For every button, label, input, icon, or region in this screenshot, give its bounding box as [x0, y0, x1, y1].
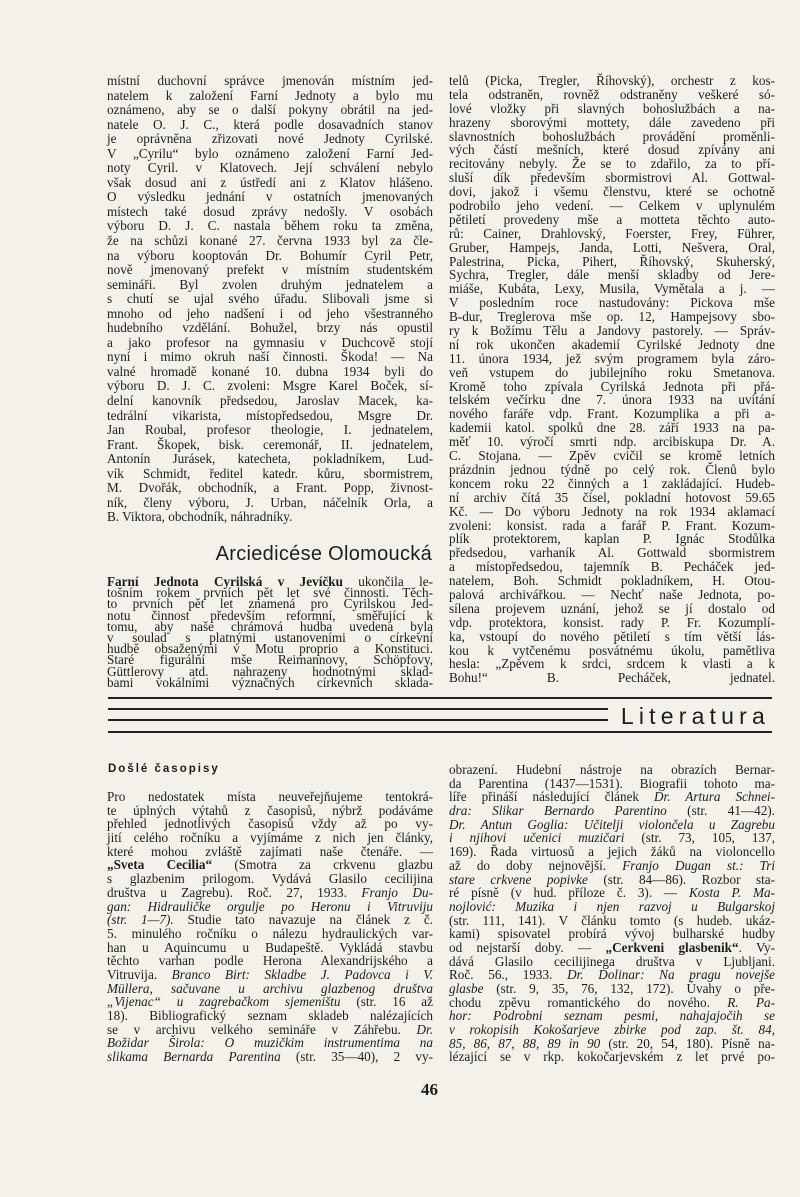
- text-line: [449, 268, 775, 282]
- text-segment: valné hromadě konané 10. dubna 1934 byli do: [107, 363, 433, 379]
- text-segment: plík protektorem, kaplan P. Ignác Stodůlka: [449, 531, 775, 547]
- text-line: [107, 927, 433, 941]
- text-segment: veň vstupem do jubilejního roku Smetanova.: [449, 364, 775, 380]
- text-line: [107, 263, 433, 278]
- text-segment: je oprávněna zřizovati nové Jednoty Cyrilské.: [107, 131, 433, 147]
- text-segment: miáše, Kubáta, Lexy, Musila, Vymětala a j. —: [449, 281, 775, 297]
- text-segment: Müllera, sačuvane u archivu glazbenog društva: [107, 980, 433, 996]
- text-line: [449, 157, 775, 171]
- text-segment: nyní i mimo okruh naší činnosti. Škoda! — Na: [107, 349, 433, 365]
- text-line: [107, 790, 433, 804]
- text-segment: lézající se v rkp. kokočarjevském z let prvé po-: [449, 1049, 775, 1065]
- text-line: [107, 219, 433, 234]
- text-segment: Franjo Du-: [361, 884, 433, 900]
- literature-title: Literatura: [620, 703, 770, 729]
- text-segment: chodu zpěvu romantického do nového.: [449, 994, 728, 1010]
- text-line: [449, 241, 775, 255]
- text-line: [449, 955, 775, 969]
- text-segment: Sychra, Tregler, dále menší skladby od Jere-: [449, 267, 775, 283]
- text-segment: s chutí se ujal svého úřadu. Slibovali jsme si: [107, 291, 433, 307]
- text-line: [449, 1023, 775, 1037]
- text-line: [449, 763, 775, 777]
- text-segment: (str. 35—40), 2 vy-: [280, 1049, 433, 1065]
- text-line: [449, 616, 775, 630]
- text-line: [449, 88, 775, 102]
- text-segment: přehled jednotlivých časopisů vždy až po vy-: [107, 816, 433, 832]
- text-line: [449, 519, 775, 533]
- text-segment: nově jmenovaný prefekt v místním studentském: [107, 262, 433, 278]
- text-segment: Božidar Širola: O muzičkim instrumentima na: [107, 1035, 433, 1051]
- text-line: [449, 644, 775, 658]
- text-segment: předsedou, varhaník Al. Gottwald sbormistrem: [449, 545, 775, 561]
- text-segment: oznámeno, aby se o další pokyny obrátil na jed-: [107, 102, 433, 118]
- text-segment: 11. února 1934, jež svým programem byla záro-: [449, 350, 775, 366]
- text-segment: M. Dvořák, obchodník, a Frant. Popp, živnost-: [107, 480, 433, 496]
- text-segment: místní duchovní správce jmenován místním jed-: [107, 73, 433, 88]
- text-line: [449, 366, 775, 380]
- text-line: [449, 74, 775, 88]
- text-line: [449, 255, 775, 269]
- text-line: [449, 199, 775, 213]
- text-segment: rů: Cainer, Drahlovský, Foerster, Frey, Führer,: [449, 225, 775, 241]
- text-segment: a místopředsedou, tajemník B. Pecháček jed-: [449, 559, 775, 575]
- text-line: [107, 394, 433, 409]
- text-segment: ry k Božímu Tělu a Jandovy pastorely. — Správ-: [449, 323, 775, 339]
- text-segment: kami) spisovatel probírá vývoj bulharské hudby: [449, 926, 775, 942]
- text-segment: jití celého ročníku a vyjímáme z nich jen články,: [107, 830, 433, 846]
- text-line: [449, 927, 775, 941]
- text-line: [449, 407, 775, 421]
- text-segment: Pro nedostatek místa neuveřejňujeme tentokrá-: [107, 789, 433, 804]
- text-line: [449, 671, 775, 685]
- text-segment: Studie tato navazuje na článek z č.: [173, 912, 433, 928]
- text-segment: R. Pa-: [727, 994, 775, 1010]
- text-line: [449, 588, 775, 602]
- text-line: [107, 804, 433, 818]
- text-segment: V „Cyrilu“ bylo oznámeno založení Farní Jed-: [107, 145, 433, 161]
- text-line: [449, 143, 775, 157]
- text-line: [449, 968, 775, 982]
- text-segment: Güttlerovy atd. nahrazeny hodnotnými sklad-: [107, 663, 433, 679]
- text-segment: hudebního vzdělání. Bohužel, brzy nás opustil: [107, 320, 433, 336]
- text-segment: recitovány nebyly. Že se to zdařilo, za to pří-: [449, 156, 775, 172]
- divider-rule: [108, 708, 608, 710]
- text-segment: glasbe: [449, 981, 484, 996]
- text-line: [449, 831, 775, 845]
- text-segment: semináři. Byl zvolen druhým jednatelem a: [107, 276, 433, 292]
- text-segment: telském večírku dne 7. února 1933 na uvítání: [449, 392, 775, 408]
- text-segment: v rokopisih Kokošarjeve zbirke pod zap. št. 84,: [449, 1022, 775, 1038]
- text-segment: (str. 16 až: [340, 994, 434, 1010]
- text-line: [107, 941, 433, 955]
- text-line: [449, 1050, 775, 1064]
- text-line: [449, 914, 775, 928]
- column-right-top: [449, 74, 775, 685]
- text-line: [107, 913, 433, 927]
- text-line: [449, 859, 775, 873]
- text-line: [449, 790, 775, 804]
- text-segment: na výboru kooptován Dr. Bohumír Cyril Petr,: [107, 247, 433, 263]
- text-line: [107, 234, 433, 249]
- text-line: [107, 858, 433, 872]
- text-line: [107, 147, 433, 162]
- text-segment: 169). Řada virtuosů a jejich žáků na violoncello: [449, 844, 775, 860]
- text-segment: Dr. Dolinar: Na pragu novejše: [567, 967, 775, 983]
- text-segment: vík Schmidt, ředitel katedr. kůru, sbormistrem,: [107, 465, 433, 481]
- text-line: [107, 103, 433, 118]
- text-segment: slavnostních bohoslužbách provádění proměnli-: [449, 128, 775, 144]
- text-line: [107, 467, 433, 482]
- text-segment: te úplných výtahů z časopisů, nýbrž podáváme: [107, 802, 433, 818]
- text-segment: Kromě toho zpívala Cyrilská Jednota při přá-: [449, 378, 775, 394]
- text-line: [107, 1023, 433, 1037]
- text-line: [449, 818, 775, 832]
- text-line: [449, 102, 775, 116]
- text-segment: tomu, aby naše chrámová hudba uvedena byla: [107, 618, 433, 634]
- text-line: [107, 74, 433, 89]
- text-segment: 18). Bibliografický seznam skladeb nalézajících: [107, 1008, 433, 1023]
- column-right-bottom: [449, 763, 775, 1064]
- text-line: [107, 379, 433, 394]
- text-segment: Dr.: [416, 1021, 433, 1037]
- text-line: [449, 1009, 775, 1023]
- text-segment: gan: Hidrauličke orgulje po Heronu i Vitruviju: [107, 898, 433, 914]
- text-segment: však dosud ani z ústředí ani z Klatov hlášeno.: [107, 174, 433, 190]
- text-line: [107, 452, 433, 467]
- text-segment: Roč. 56., 1933.: [449, 967, 568, 983]
- text-segment: Antonín Jurásek, katecheta, pokladníkem, Lud-: [107, 451, 433, 467]
- text-segment: [488, 670, 547, 685]
- text-line: [449, 845, 775, 859]
- text-segment: natelem, Boh. Schmidt pokladníkem, H. Otou-: [449, 573, 775, 589]
- text-segment: že na schůzi konané 27. června 1933 byl za čle-: [107, 233, 433, 249]
- text-line: [107, 292, 433, 307]
- text-line: [449, 900, 775, 914]
- text-segment: Branco Birt: Skladbe J. Padovca i V.: [171, 966, 434, 982]
- text-segment: vdp. protektora, konsist. rady P. Fr. Kozumplí-: [449, 614, 775, 630]
- text-line: [449, 873, 775, 887]
- text-segment: těchto varhan podle Herona Alexandrijského a: [107, 953, 433, 969]
- text-segment: telů (Picka, Tregler, Říhovský), orchestr z kos-: [449, 73, 775, 88]
- text-segment: i njihovi učenici muzičari: [449, 830, 625, 846]
- text-line: [449, 171, 775, 185]
- text-segment: Bohu!“: [449, 670, 488, 686]
- column-left-section: [107, 576, 433, 688]
- text-segment: se v archivu velkého semináře v Záhřebu.: [107, 1021, 417, 1037]
- text-line: [449, 116, 775, 130]
- text-line: [449, 996, 775, 1010]
- text-segment: dra: Slikar Bernardo Parentino: [449, 803, 667, 819]
- text-segment: Farní Jednota Cyrilská v Jevíčku: [107, 574, 343, 589]
- text-segment: ré písně (v hud. příloze č. 3). —: [449, 885, 689, 901]
- text-segment: sílena projevem uznání, jehož se jí dostalo od: [449, 600, 775, 616]
- text-segment: vých částí mešních, které dosud zpívány ani: [449, 142, 775, 158]
- text-line: [107, 365, 433, 380]
- text-segment: pětiletí provedeny mše a motteta těchto auto-: [449, 211, 775, 227]
- text-segment: društva u Zagrebu). Roč. 27, 1933.: [107, 884, 362, 900]
- text-segment: 5. minulého ročníku o nálezu hydraulických var-: [107, 925, 433, 941]
- text-segment: lové vložky při slavných bohoslužbách a na-: [449, 100, 775, 116]
- text-segment: to prvních pět let znamená pro Cyrilskou Jed-: [107, 596, 433, 612]
- text-segment: 85, 86, 87, 88, 89 in 90: [449, 1035, 601, 1051]
- text-line: [107, 190, 433, 205]
- text-segment: V posledním roce nastudovány: Pickova mše: [449, 295, 775, 311]
- text-line: [107, 1036, 433, 1050]
- page-number: 46: [421, 1080, 438, 1099]
- divider-rule: [108, 697, 772, 699]
- text-line: [107, 336, 433, 351]
- text-line: [449, 352, 775, 366]
- text-segment: B-dur, Treglerova mše op. 12, Hampejsovy sbo-: [449, 309, 775, 325]
- text-line: [107, 409, 433, 424]
- text-line: [449, 213, 775, 227]
- text-line: [107, 817, 433, 831]
- text-segment: ukončila le-: [342, 574, 433, 589]
- text-segment: (str. 111, 141). V článku tomto (s hudeb. ukáz-: [449, 912, 775, 928]
- text-segment: s glazbenim prilogom. Vydává Glasilo cecilijina: [107, 871, 433, 887]
- text-segment: líře přináší následující článek: [449, 789, 655, 805]
- text-segment: Kosta P. Ma-: [688, 885, 775, 901]
- text-line: [449, 324, 775, 338]
- text-line: [449, 886, 775, 900]
- text-segment: ka, vstoupí do nového pětiletí s tím větší lás-: [449, 628, 775, 644]
- text-segment: tela odstraněn, rovněž odstraněny veškeré só-: [449, 86, 775, 102]
- text-line: [449, 657, 775, 671]
- text-line: [449, 310, 775, 324]
- text-segment: B. Pecháček, jednatel.: [546, 670, 775, 686]
- text-segment: Staré figurální mše Reimannovy, Schöpfovy,: [107, 652, 433, 668]
- text-segment: noty Cyril. v Klatovech. Její schválení nebylo: [107, 160, 433, 176]
- text-line: [107, 900, 433, 914]
- text-line: [107, 845, 433, 859]
- text-line: [107, 1009, 433, 1023]
- text-segment: Frant. Škopek, bisk. ceremonář, II. jednatelem,: [107, 436, 433, 452]
- text-segment: obrazení. Hudební nástroje na obrazích Bernar-: [449, 762, 775, 777]
- text-segment: „Sveta Cecilia“: [107, 857, 213, 873]
- text-line: [107, 872, 433, 886]
- text-segment: (str. 9, 35, 76, 132, 172). Úvahy o pře-: [483, 981, 775, 996]
- text-segment: prázdnin jednou týdně po celý rok. Členů bylo: [449, 461, 775, 477]
- text-segment: které mohou zvláště zajímati naše čtenáře. —: [107, 843, 433, 859]
- text-segment: slikama Bernarda Parentina: [107, 1049, 281, 1065]
- text-segment: nojlović: Muzika i njen razvoj u Bulgarskoj: [449, 898, 775, 914]
- divider-rule: [108, 731, 772, 733]
- text-line: [449, 185, 775, 199]
- subsection-title: Došlé časopisy: [108, 763, 220, 775]
- text-segment: C. Stojana. — Zpěv cvičil se kromě letních: [449, 448, 775, 464]
- text-line: [107, 982, 433, 996]
- text-segment: zvoleni: konsist. rada a farář P. Frant. Kozum-: [449, 517, 775, 533]
- text-line: [107, 886, 433, 900]
- text-segment: mnoho od jeho nadšení i od jeho všestranného: [107, 305, 433, 321]
- text-segment: (str. 73, 105, 137,: [624, 830, 775, 846]
- text-segment: až do doby nejnovější.: [449, 857, 623, 873]
- text-segment: ník, členy výboru, J. Urban, náčelník Orla, a: [107, 494, 433, 510]
- text-segment: Jan Roubal, profesor theologie, I. jednatelem,: [107, 422, 433, 438]
- text-line: [449, 463, 775, 477]
- text-line: [449, 491, 775, 505]
- text-line: [107, 831, 433, 845]
- text-line: [449, 630, 775, 644]
- text-line: [449, 505, 775, 519]
- text-segment: stare crkvene popivke: [449, 871, 588, 887]
- text-line: [107, 481, 433, 496]
- text-line: [449, 560, 775, 574]
- text-segment: (str. 84—86). Rozbor sta-: [587, 871, 776, 887]
- text-segment: v soulad s platnými ustanoveními o církevní: [107, 629, 433, 645]
- text-line: [107, 350, 433, 365]
- text-line: [449, 574, 775, 588]
- text-segment: . Vy-: [738, 939, 776, 955]
- text-segment: hudbě obsaženými v Motu proprio a Konstituci.: [107, 641, 433, 657]
- column-left-bottom: [107, 790, 433, 1064]
- text-line: [107, 438, 433, 453]
- text-segment: kou k vytčenému posvátnému úkolu, pamětliva: [449, 642, 775, 658]
- text-line: [107, 205, 433, 220]
- text-segment: B. Viktora, obchodník, náhradníky.: [107, 509, 293, 525]
- text-segment: Vitruvija.: [107, 966, 172, 982]
- text-segment: ní rok ukončen akademií Cyrilské Jednoty dne: [449, 336, 775, 352]
- text-segment: „Cerkveni glasbenik“: [605, 939, 739, 955]
- text-segment: hor: Podrobni seznam pesmi, nahajajočih se: [449, 1008, 775, 1024]
- text-line: [449, 1037, 775, 1051]
- text-line: [107, 278, 433, 293]
- text-segment: tedrální vikarista, místopředsedou, Msgre Dr.: [107, 407, 433, 423]
- text-line: [107, 995, 433, 1009]
- text-segment: a jako profesor na gymnasiu v Duchcově stojí: [107, 334, 433, 350]
- text-segment: da Parentina (1437—1531). Biografii tohoto ma-: [449, 775, 775, 791]
- text-line: [449, 982, 775, 996]
- text-segment: bami vokálními význačných církevních sklada-: [107, 674, 433, 690]
- text-line: [107, 510, 433, 525]
- text-line: [107, 968, 433, 982]
- text-segment: (str. 20, 54, 180). Písně na-: [600, 1035, 775, 1051]
- text-line: [449, 282, 775, 296]
- text-line: [107, 89, 433, 104]
- text-segment: Dr. Artura Schnei-: [654, 789, 775, 805]
- text-segment: od nejstarší doby. —: [449, 939, 606, 955]
- text-segment: (Smotra za crkvenu glazbu: [212, 857, 433, 873]
- text-line: [107, 249, 433, 264]
- text-line: [107, 1050, 433, 1064]
- text-segment: delní kanovník předsedou, Jaroslav Macek, ka-: [107, 393, 433, 409]
- text-line: [449, 777, 775, 791]
- text-segment: Palestrina, Picka, Pihert, Říhovský, Skuherský,: [449, 253, 775, 269]
- text-segment: (str. 1—7).: [107, 912, 174, 928]
- text-segment: kademii katol. spolků dne 28. září 1933 na pa-: [449, 420, 775, 436]
- text-segment: (str. 41—42).: [666, 803, 775, 819]
- text-segment: natelem k založení Farní Jednoty a bylo mu: [107, 87, 433, 103]
- text-segment: hrazeny sborovými mottety, dále zavedeno při: [449, 114, 775, 130]
- text-line: [449, 477, 775, 491]
- text-line: [107, 954, 433, 968]
- text-line: [449, 449, 775, 463]
- text-line: [449, 296, 775, 310]
- text-line: [449, 602, 775, 616]
- text-segment: místech také dosud zprávy nedošly. V osobách: [107, 203, 433, 219]
- text-segment: dovi, jakož i všemu členstvu, které se ochotně: [449, 184, 775, 200]
- text-segment: Franjo Dugan st.: Tri: [622, 857, 775, 873]
- text-segment: „Vijenac“ u zagrebačkom sjemeništu: [107, 994, 341, 1010]
- text-segment: koncem roku 22 činných a 1 zakládající. Hudeb-: [449, 475, 775, 491]
- text-segment: sluší dík především sbormistrovi Al. Gottwal-: [449, 170, 775, 186]
- text-line: [449, 227, 775, 241]
- text-line: [449, 546, 775, 560]
- text-segment: O výsledku jednání v ostatních jmenovaných: [107, 189, 433, 205]
- text-segment: Dr. Antun Goglia: Učitelji violončela u Zagrebu: [449, 816, 775, 832]
- text-segment: výboru D. J. C. nastala během roku ta změna,: [107, 218, 433, 234]
- text-line: [449, 393, 775, 407]
- divider-rule: [108, 719, 608, 721]
- text-line: [107, 423, 433, 438]
- text-segment: nového faráře vdp. Frant. Kozumplika a při a-: [449, 406, 775, 422]
- text-segment: tošním rokem prvních pět let své činnosti. Těch-: [107, 585, 433, 601]
- text-segment: ní archiv čítá 35 čísel, pokladní hotovost 59.65: [449, 489, 775, 505]
- text-line: [449, 532, 775, 546]
- text-segment: han u Aquincumu u Budapeště. Vykládá stavbu: [107, 939, 433, 955]
- text-line: [107, 321, 433, 336]
- section-heading: Arciedicése Olomoucká: [215, 543, 432, 565]
- text-line: [107, 176, 433, 191]
- text-line: [449, 130, 775, 144]
- text-segment: palová archivářkou. — Nechť naše Jednota, po-: [449, 586, 775, 602]
- text-line: [107, 307, 433, 322]
- text-line: [449, 804, 775, 818]
- text-line: [449, 421, 775, 435]
- text-line: [449, 338, 775, 352]
- text-segment: dává Glasilo cecilijinega društva v Ljubljani.: [449, 953, 775, 969]
- text-line: [107, 674, 433, 690]
- text-segment: Kč. — Do výboru Jednoty na rok 1934 aklamací: [449, 503, 775, 519]
- text-segment: měť 10. výročí smrti ndp. arcibiskupa Dr. A.: [449, 434, 775, 450]
- text-segment: hesla: „Zpěvem k srdci, srdcem k vlasti a k: [449, 656, 775, 672]
- text-segment: výboru D. J. C. zvoleni: Msgre Karel Boček, sí-: [107, 378, 433, 394]
- text-segment: podrobilo jeho vedení. — Celkem v uplynulém: [449, 198, 775, 214]
- text-segment: notu činnost především reformní, směřující k: [107, 607, 433, 623]
- text-line: [107, 496, 433, 511]
- text-line: [449, 435, 775, 449]
- text-line: [449, 941, 775, 955]
- text-line: [107, 118, 433, 133]
- text-line: [107, 132, 433, 147]
- text-segment: Gruber, Hampejs, Janda, Lotti, Nešvera, Oral,: [449, 239, 775, 255]
- text-line: [449, 380, 775, 394]
- text-line: [107, 161, 433, 176]
- text-segment: natele O. J. C., která podle dosavadních stanov: [107, 116, 433, 132]
- column-left-top: [107, 74, 433, 525]
